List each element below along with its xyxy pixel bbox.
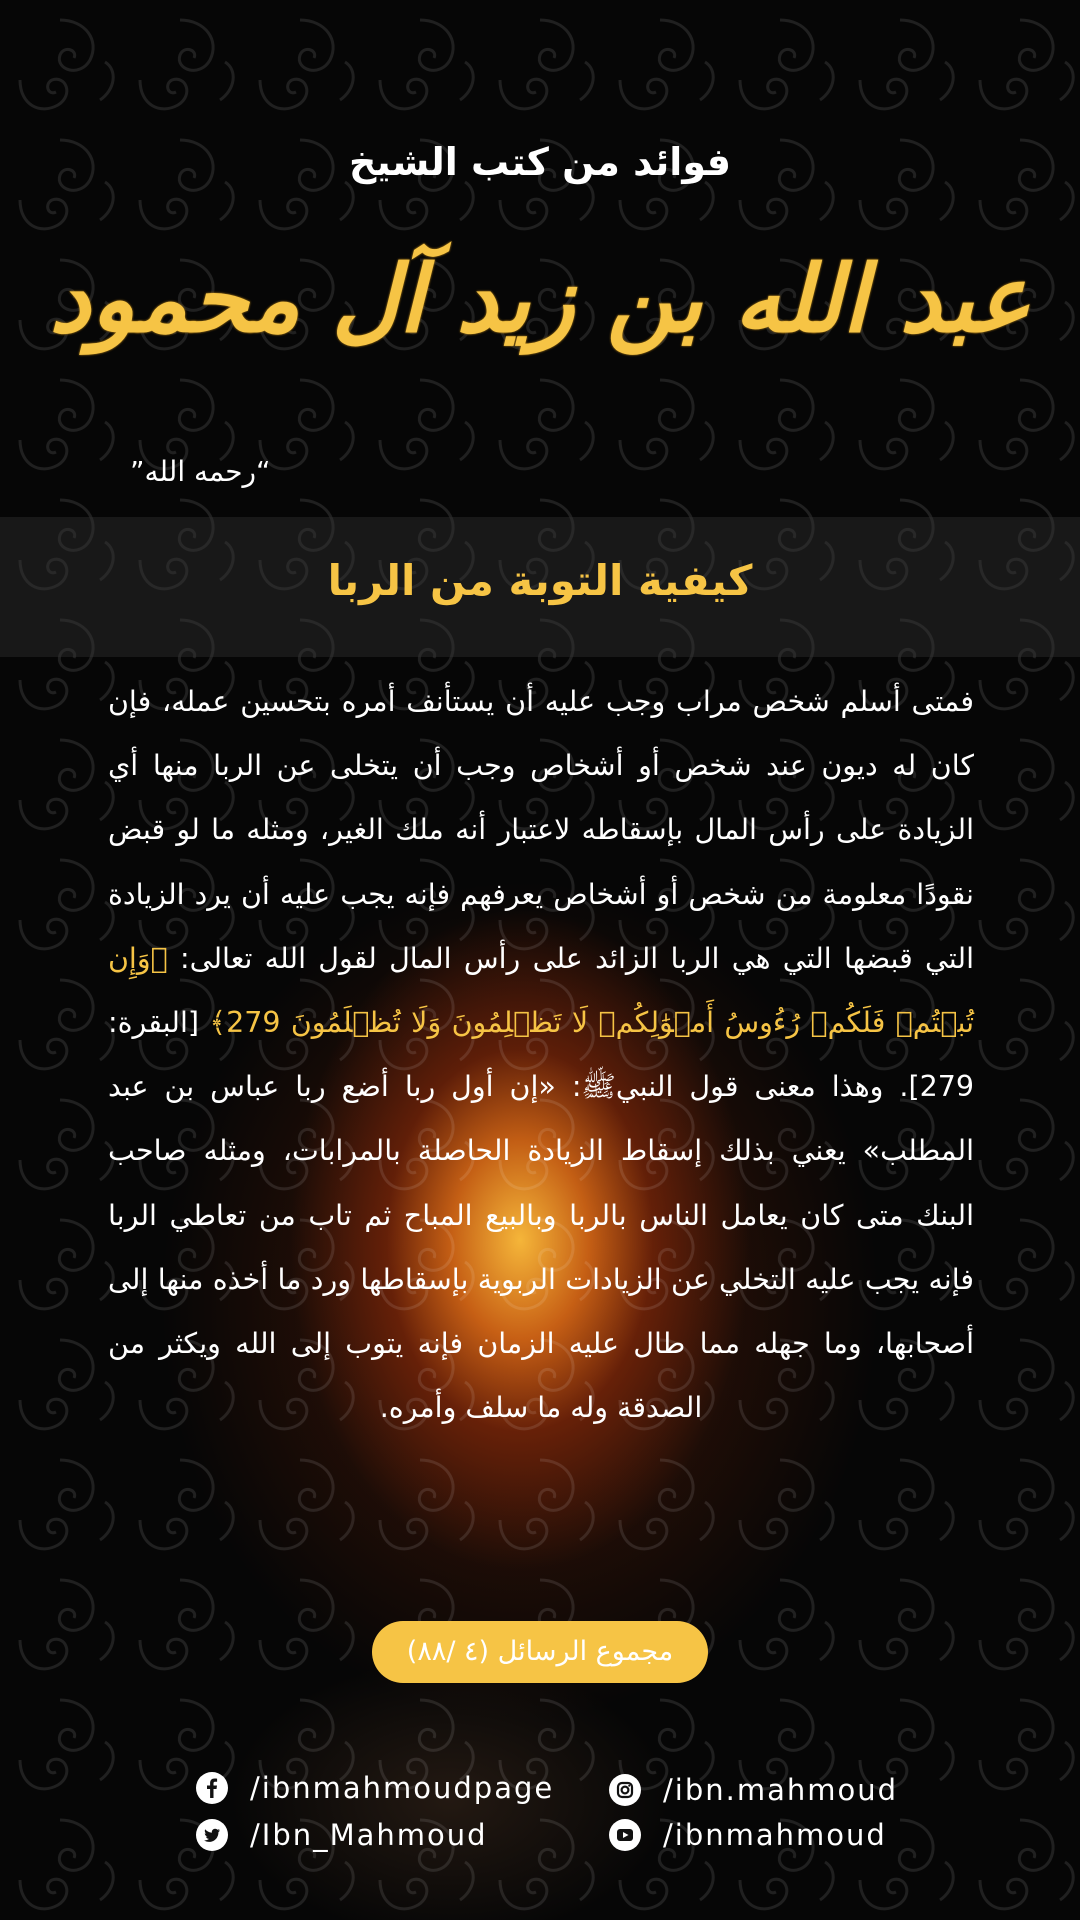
article-text-part1: فمتى أسلم شخص مراب وجب عليه أن يستأنف أمره بتحسين عمله، فإن كان له ديون عند شخص أو أشخاص وجب أن يتخلى عن الربا منها أي الزيادة على رأس المال بإسقاطه لاعتبار أنه ملك الغير، ومثله ما لو قبض نقودًا معلومة من شخص أو أشخاص يعرفهم فإنه يجب عليه أن يرد الزيادة التي قبضها التي هي الربا الزائد على رأس المال لقول الله تعالى: bbox=[108, 685, 974, 975]
instagram-icon bbox=[609, 1774, 641, 1806]
instagram-handle[interactable]: /ibn.mahmoud bbox=[663, 1773, 899, 1807]
youtube-handle[interactable]: /ibnmahmoud bbox=[663, 1818, 887, 1852]
social-twitter[interactable] bbox=[196, 1818, 488, 1852]
quran-verse: ﴿وَإِن تُبۡتُمۡ فَلَكُمۡ رُءُوسُ أَمۡوَٰلِكُمۡ لَا تَظۡلِمُونَ وَلَا تُظۡلَمُونَ 279﴾ bbox=[108, 941, 974, 1040]
youtube-icon bbox=[609, 1819, 641, 1851]
twitter-icon bbox=[196, 1819, 228, 1851]
source-badge: مجموع الرسائل (٤ /٨٨) bbox=[372, 1621, 708, 1683]
social-facebook[interactable] bbox=[196, 1771, 554, 1805]
facebook-handle[interactable]: /ibnmahmoudpage bbox=[250, 1771, 555, 1805]
article-title: كيفية التوبة من الربا bbox=[327, 556, 753, 605]
social-instagram[interactable] bbox=[609, 1773, 898, 1807]
rahimahu-label: ”رحمه الله“ bbox=[130, 455, 271, 488]
twitter-handle[interactable]: /Ibn_Mahmoud bbox=[250, 1818, 488, 1852]
series-subtitle: فوائد من كتب الشيخ bbox=[348, 140, 732, 184]
author-calligraphy: عبد الله بن زيد آل محمود bbox=[49, 245, 1031, 353]
social-youtube[interactable] bbox=[609, 1818, 887, 1852]
article-text-part2: [البقرة: 279]. وهذا معنى قول النبيﷺ: «إن أول ربا أضع ربا عباس بن عبد المطلب» يعني بذلك إسقاط الزيادة الحاصلة بالمرابات، ومثله صاحب البنك متى كان يعامل الناس بالربا وبالبيع المباح ثم تاب من تعاطي الربا فإنه يجب عليه التخلي عن الزيادات الربوية بإسقاطها ورد ما أخذه منها إلى أصحابها، وما جهله مما طال عليه الزمان فإنه يتوب إلى الله ويكثر من الصدقة وله ما سلف وأمره. bbox=[108, 1006, 974, 1425]
article-body bbox=[108, 670, 974, 1440]
facebook-icon bbox=[196, 1772, 228, 1804]
